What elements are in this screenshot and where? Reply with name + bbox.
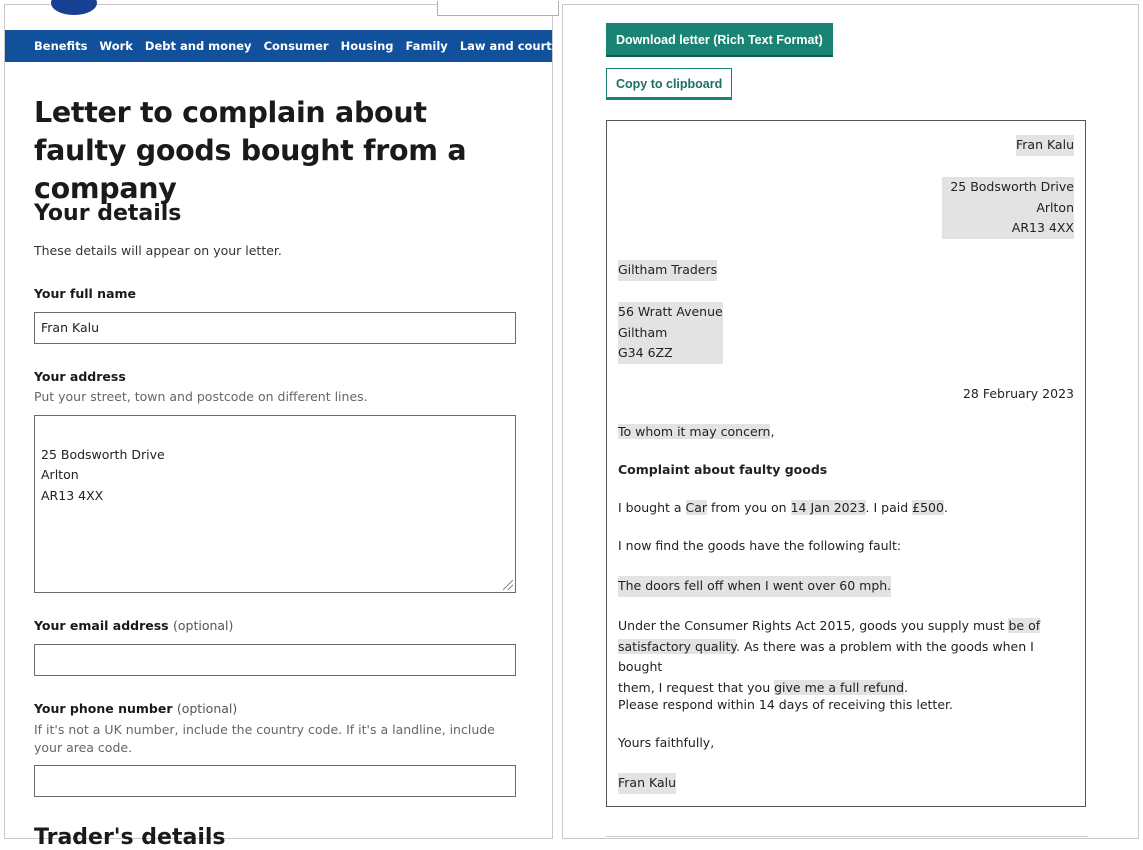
letter-signoff: Yours faithfully,: [618, 735, 715, 750]
signature-highlight: Fran Kalu: [618, 773, 676, 794]
download-letter-button[interactable]: Download letter (Rich Text Format): [606, 23, 833, 57]
phone-hint: If it's not a UK number, include the country code. If it's a landline, include your area code.: [34, 722, 495, 755]
full-name-label: Your full name: [34, 286, 137, 301]
letter-subject: Complaint about faulty goods: [618, 462, 828, 477]
phone-input[interactable]: [34, 765, 516, 797]
p1-text-b: from you on: [707, 500, 791, 515]
nav-item-family[interactable]: Family: [405, 39, 448, 53]
email-optional-tag: (optional): [172, 618, 234, 633]
letter-preview-panel: [562, 4, 1139, 839]
trader-name-highlight: Giltham Traders: [618, 260, 717, 281]
trader-address-line-1: 56 Wratt Avenue: [618, 304, 723, 319]
rights-line-1: [618, 616, 1078, 637]
letter-fault-description: [618, 576, 891, 597]
letter-date: 28 February 2023: [962, 386, 1074, 401]
sender-name-highlight: Fran Kalu: [1016, 135, 1074, 156]
letter-paragraph-rights: [618, 616, 1078, 698]
email-input[interactable]: [34, 644, 516, 676]
resize-handle-icon[interactable]: [503, 580, 513, 590]
p3-text-d: .: [904, 679, 908, 695]
divider: [606, 836, 1088, 837]
letter-salutation: [618, 422, 774, 443]
p3-text-b: . As there was a problem with the goods when I bought: [618, 638, 1034, 674]
quality-highlight-2: satisfactory quality: [618, 638, 737, 654]
main-navigation: [5, 30, 559, 62]
form-panel: [4, 4, 559, 850]
your-details-heading: Your details: [34, 201, 182, 226]
remedy-highlight: give me a full refund: [774, 679, 905, 695]
copy-to-clipboard-button[interactable]: Copy to clipboard: [606, 68, 732, 100]
letter-signature: [618, 773, 676, 794]
details-intro: These details will appear on your letter.: [34, 243, 282, 258]
nav-item-debt-and-money[interactable]: Debt and money: [144, 39, 252, 53]
letter-sender-address: [942, 177, 1074, 239]
quality-highlight-1: be of: [1008, 618, 1041, 633]
page-title: Letter to complain about faulty goods bought from a company: [34, 96, 467, 205]
p3-text-c: them, I request that you: [618, 679, 775, 695]
purchase-price: £500: [912, 500, 944, 515]
p1-text-d: .: [943, 500, 948, 515]
phone-label: [34, 701, 237, 716]
letter-paragraph-purchase: [618, 498, 948, 519]
letter-trader-name: [618, 260, 717, 281]
sender-address-line-1: 25 Bodsworth Drive: [950, 179, 1074, 194]
nav-item-consumer[interactable]: Consumer: [263, 39, 329, 53]
trader-address-line-3: G34 6ZZ: [618, 345, 673, 360]
sender-address-line-2: Arlton: [1036, 199, 1074, 215]
email-label: [34, 618, 233, 633]
site-header: [5, 5, 552, 30]
traders-details-heading: Trader's details: [34, 825, 226, 850]
rights-line-2: [618, 637, 1078, 678]
salutation-comma: ,: [770, 424, 775, 439]
letter-preview: [606, 120, 1086, 807]
letter-sender-name: [1016, 135, 1074, 156]
phone-label-text: Your phone number: [34, 701, 173, 716]
fault-highlight: The doors fell off when I went over 60 mph.: [618, 576, 891, 597]
site-logo[interactable]: [51, 0, 97, 15]
phone-optional-tag: (optional): [176, 701, 238, 716]
purchased-item: Car: [685, 500, 708, 515]
email-label-text: Your email address: [34, 618, 169, 633]
letter-trader-address: [618, 302, 723, 364]
purchase-date: 14 Jan 2023: [790, 500, 866, 515]
full-name-input[interactable]: Fran Kalu: [34, 312, 516, 344]
sender-address-line-3: AR13 4XX: [1011, 220, 1074, 235]
address-label: Your address: [34, 369, 126, 384]
search-input[interactable]: [437, 1, 559, 16]
address-hint: Put your street, town and postcode on different lines.: [34, 389, 368, 404]
p3-text-a: Under the Consumer Rights Act 2015, goods you supply must: [618, 618, 1009, 633]
letter-paragraph-respond: Please respond within 14 days of receiving this letter.: [618, 697, 953, 712]
address-textarea-value: 25 Bodsworth Drive Arlton AR13 4XX: [41, 446, 165, 503]
letter-paragraph-fault-intro: I now find the goods have the following fault:: [618, 538, 902, 553]
nav-item-benefits[interactable]: Benefits: [34, 39, 88, 53]
nav-item-housing[interactable]: Housing: [340, 39, 394, 53]
trader-address-line-2: Giltham: [618, 324, 668, 340]
salutation-highlight: To whom it may concern: [618, 424, 771, 439]
p1-text-c: . I paid: [865, 500, 913, 515]
nav-item-work[interactable]: Work: [99, 39, 133, 53]
address-textarea[interactable]: [34, 415, 516, 593]
p1-text-a: I bought a: [618, 500, 686, 515]
nav-item-law-and-courts[interactable]: Law and courts: [459, 39, 559, 53]
